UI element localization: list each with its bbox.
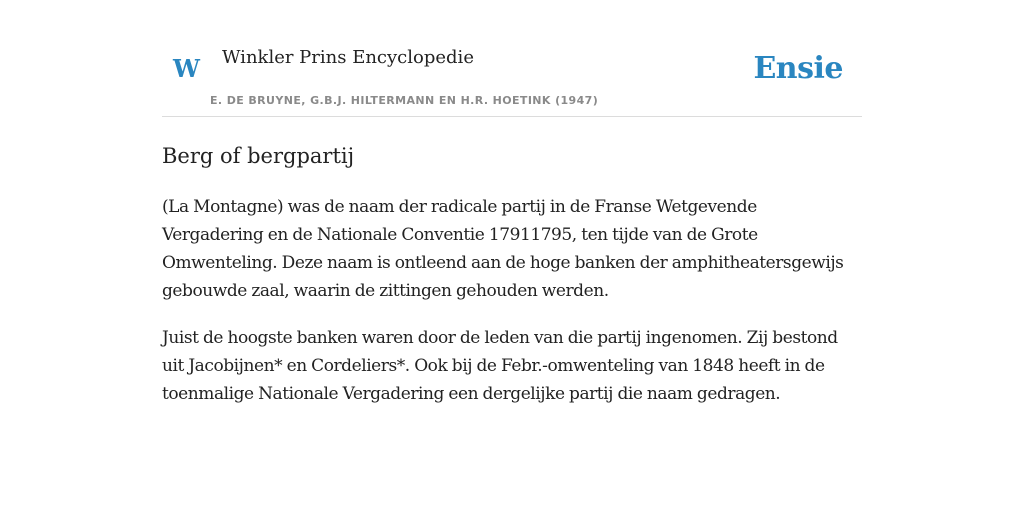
page-container: [162, 0, 862, 408]
book-authors: E. DE BRUYNE, G.B.J. HILTERMANN EN H.R. HOETINK (1947): [210, 94, 599, 107]
encyclopedia-logo[interactable]: W: [173, 54, 200, 83]
article-paragraph: (La Montagne) was de naam der radicale partij in de Franse Wetgevende Vergadering en de Nationale Conventie 17911795, ten tijde van de Grote Omwenteling. Deze naam is ontleend aan de hoge banken der amphitheatersgewijs gebouwde zaal, waarin de zittingen gehouden werden.: [162, 197, 844, 301]
book-title[interactable]: Winkler Prins Encyclopedie: [222, 47, 474, 68]
article-paragraph: Juist de hoogste banken waren door de leden van die partij ingenomen. Zij bestond uit Jacobijnen* en Cordeliers*. Ook bij de Febr.-omwenteling van 1848 heeft in de toenmalige Nationale Vergadering een dergelijke partij die naam gedragen.: [162, 328, 838, 404]
article-title: Berg of bergpartij: [162, 144, 355, 168]
header: [162, 0, 862, 117]
ensie-logo-link[interactable]: Ensie: [753, 51, 843, 86]
